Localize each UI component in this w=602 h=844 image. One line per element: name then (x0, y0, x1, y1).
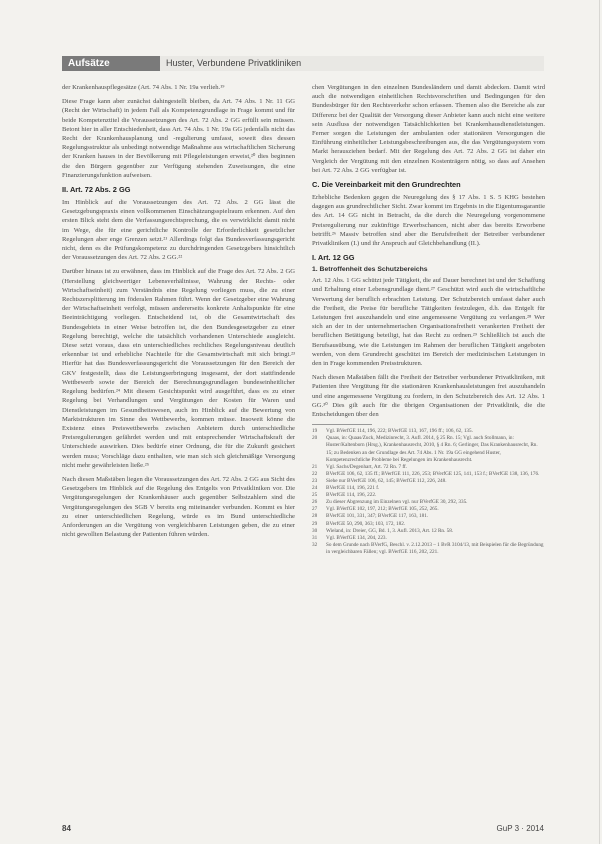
footnote-number: 25 (312, 492, 318, 499)
footnote-text: Zu dieser Abgrenzung im Einzelnen vgl. nur BVerfGE 30, 292, 335. (326, 499, 468, 506)
footnote-text: Vgl. BVerfGE 114, 196, 222; BVerfGE 113, 167, 196 ff.; 106, 62, 135. (326, 428, 473, 435)
running-header (62, 56, 544, 71)
paragraph: der Krankenhauspflegesätze (Art. 74 Abs. 1 Nr. 19a verlieh.¹⁹ (62, 84, 225, 91)
footnote (312, 513, 545, 520)
footnote-text: BVerfGE 106, 62, 135 ff.; BVerfGE 111, 226, 253; BVerfGE 125, 141, 153 f.; BVerfGE 138, 136, 176. (326, 470, 540, 477)
section-heading: C. Die Vereinbarkeit mit den Grundrechten (312, 180, 461, 190)
footnote-text: BVerfGE 101, 331, 347; BVerfGE 117, 163, 181. (326, 513, 429, 520)
footnote-text: Siehe nur BVerfGE 106, 62, 145; BVerfGE 112, 226, 248. (326, 477, 447, 484)
journal-issue: GuP 3 · 2014 (496, 824, 544, 833)
right-column (312, 83, 545, 556)
footnote-number: 26 (312, 499, 318, 506)
footnote (312, 435, 545, 463)
footnote (312, 528, 545, 535)
paragraph: Nach diesen Maßstäben liegen die Voraussetzungen des Art. 72 Abs. 2 GG aus Sicht des Gesetzgebers im Hinblick auf die Regelung des Entgelts von Privatkliniken vor. Die Vergütungsregelungen der Krankenhäuser auch gegenüber Selbstzahlern sind die Vergütungsregelungen des SGB V bereits eng miteinander verbunden. Kommt es hier zu einer unterschiedlichen Regelung, würde es im Bund unterschiedliche Anforderungen an die Vergütung von vergleichbaren Leistungen geben, die zu einer nicht gewollten Belastung der Patienten führen würden. (62, 475, 295, 539)
footnote-text: Quaas, in: Quaas/Zuck, Medizinrecht, 3. Aufl. 2014, § 25 Rn. 15; Vgl. auch Stollmann, in: Huster/Kaltenborn (Hrsg.), Krankenhausrecht, 2010, § 4 Rn. 6; Gerlinger, Das Krankenhausrecht, Rn. 15; zu Bedenken an der Grundlage des Art. 74 Abs. 1 Nr. 19a GG eingehend Huster, Kompetenzrechtliche Probleme bei Regelungen im Krankenhausrecht. (326, 435, 538, 463)
section-heading: II. Art. 72 Abs. 2 GG (62, 185, 131, 195)
footnote-text: Vgl. Sachs/Degenhart, Art. 72 Rn. 7 ff. (326, 463, 408, 470)
footnote (312, 535, 545, 542)
footnote-number: 20 (312, 435, 318, 442)
footnote-number: 28 (312, 513, 318, 520)
footnote-number: 23 (312, 477, 318, 484)
subsection-heading: 1. Betroffenheit des Schutzbereichs (312, 266, 428, 274)
footnote (312, 521, 545, 528)
footnote-number: 21 (312, 463, 318, 470)
footnote-number: 27 (312, 506, 318, 513)
footnote-number: 29 (312, 520, 318, 527)
section-label: Aufsätze (62, 56, 160, 71)
footnote-number: 32 (312, 541, 318, 548)
footnote (312, 542, 545, 556)
page-edge-line (599, 0, 600, 844)
footnote-text: Vgl. BVerfGE 134, 204, 223. (326, 534, 387, 541)
footnote-text: BVerfGE 114, 196, 222. (326, 492, 377, 499)
page-number: 84 (62, 824, 71, 833)
footnote-text: Vgl. BVerfGE 102, 197, 212; BVerfGE 105, 252, 265. (326, 506, 439, 513)
footnote-number: 30 (312, 527, 318, 534)
footnote-divider (312, 424, 372, 425)
paragraph: Erhebliche Bedenken gegen die Neuregelung des § 17 Abs. 1 S. 5 KHG bestehen dagegen aus grundrechtlicher Sicht. Zwar kommt im Ergebnis in die Eigentumsgarantie des Art. 14 GG nicht in Betracht, da die durch die Neuregelung vorgenommene Preisregulierung nur zukünftige Erwerbschancen, nicht aber das bereits Erworbene betrifft.²⁶ Massiv betroffen sind aber die Berufsfreiheit der Betreiber verbundener Privatkliniken (I.) und ihr Anspruch auf Gleichbehandlung (II.). (312, 194, 545, 248)
footnote (312, 471, 545, 478)
paragraph: chen Vergütungen in den einzelnen Bundesländern und damit abdecken. Damit wird auch die notwendigen einheitlichen Rechtsvorschriften und Bedingungen für den Bundesbürger für den Rechtsverkehr schon erfassen. Themen also die Bereiche als zur Differenz bei der Qualität der Versorgung dieser Anbieter kann auch nicht eine weitere sein Ausfluss der notwendigen Tatsächlichkeiten bei Krankenhausdienstleistungen. Ferner sorgen die Leistungen der ambulanten oder stationären Versorgungen die Einführung einheitlicher Leistungsbeschreibungen aus, die das Vergütungssystem vom Markt herausziehen bedarf. Mit der Regelung des Art. 72 Abs. 2 GG ist daher ein Vergleich der Vergütung mit den einzelnen Kostenträgern nötig, so dass auf Ansehen bei Art. 72 Abs. 2 GG verfügbar ist. (312, 84, 545, 174)
page-footer (62, 824, 544, 834)
footnote-list (312, 428, 545, 556)
footnote-number: 24 (312, 485, 318, 492)
footnote-number: 22 (312, 470, 318, 477)
footnote-text: Wieland, in: Dreier, GG, Bd. 1, 3. Aufl. 2013, Art. 12 Rn. 58. (326, 527, 454, 534)
footnote (312, 478, 545, 485)
footnote (312, 464, 545, 471)
footnote-text: So dem Grunde nach BVerfG, Beschl. v. 2.12.2013 – 1 BvR 3104/13, mit Beispielen für die Begründung in vergleichbaren Fällen; vgl. BVerfGE 116, 202, 221. (326, 541, 544, 555)
paragraph: Art. 12 Abs. 1 GG schützt jede Tätigkeit, die auf Dauer berechnet ist und der Schaffung und Erhaltung einer Lebensgrundlage dient.²⁷ Geschützt wird auch die wirtschaftliche Verwertung der beruflich erbrachten Leistung. Der Schutzbereich umfasst daher auch die Freiheit, die Preise für berufliche Tätigkeiten festzulegen, d.h. das Entgelt für Leistungen frei auszuhandeln und eine angemessene Vergütung zu verlangen.²⁸ Wer sich an der in der unternehmerischen Organisationsfreiheit verankerten Freiheit der beruflichen Betätigung beteiligt, hat das Recht zu ordnen.²⁹ Schließlich ist auch die Berufsausübung, wie die Leistungen im Rahmen der beruflichen Tätigkeit angeboten werden, von dem Grundrecht geschützt im Bereich der medizinischen Leistungen in den in Frage kommenden Preisstrukturen. (312, 277, 545, 368)
paragraph: Diese Frage kann aber zunächst dahingestellt bleiben, da Art. 74 Abs. 1 Nr. 11 GG (Recht der Wirtschaft) in jedem Fall als Kompetenzgrundlage in Frage kommt und für beide Kompetenztitel die Voraussetzungen des Art. 72 Abs. 2 GG erfüllt sein müssen. Betont hier in aller Entschiedenheit, dass Art. 74 Abs. 1 Nr. 19a GG jedenfalls nicht das Recht der Krankenhausplanung und -regulierung umfasst, soweit dies dessen Regelungsstruktur als unbedingt notwendige Maßnahme aus wirtschaftlichen Sicherung der Kranken hauses in der Bevölkerung mit Pflegeleistungen erweist,²⁰ dies beginnen die den Bürgern gegenüber zur Verfügung stehenden Zuweisungen, die eine Finanzierungsfunktion aufweisen. (62, 98, 295, 179)
footnote-number: 19 (312, 428, 318, 435)
paragraph: Darüber hinaus ist zu erwähnen, dass im Hinblick auf die Frage des Art. 72 Abs. 2 GG (Herstellung gleichwertiger Lebensverhältnisse, Wahrung der Rechts- oder Wirtschaftseinheit) zum Verständnis eine Regelung vorliegen muss, die zu einer Rechtszersplitterung im föderalen Rahmen führt. Wenn der Gesetzgeber eine Wahrung der Wirtschaftseinheit verfolgt, müssen andererseits konkrete Anhaltspunkte für eine Beeinträchtigung vorliegen. Entscheidend ist, ob die Gesamtwirtschaft des Bundesgebiets in einer Weise betroffen ist, die den Bundesgesetzgeber zu einer Regelung berechtigt, welche die tatsächlich vorhandenen Unterschiede ausgleicht. Diese setzt voraus, dass ein unterschiedliches rechtliches Regelungsniveau deutlich erkennbar ist und erhebliche Nachteile für die Gesamtwirtschaft mit sich bringt.²³ Hierfür hat das Bundesverfassungsgericht die Voraussetzungen für den Bereich der GKV festgestellt, dass die Leistungserbringung insgesamt, der dort stattfindende Wettbewerb sowie der Bereich der Berechnungsgrundlagen bundeseinheitlicher Regelung bedürfen.²⁴ Mit diesem Gesichtspunkt wird ausgeführt, dass es zu einer Regelung bei Verhandlungen und Vergütungen der Kosten für Waren und Dienstleistungen im Gesundheitswesen, auch im Hinblick auf die Bewertung von Marktstrukturen im Sinne des Wettbewerbs, kommen müsse. Insoweit könne die Existenz eines Preiswettbewerbs zwischen Anbietern durch unterschiedliche Preisregulierungen gefährdet werden und mit entsprechender Wirtschaftskraft der Unterschiede auswirken. Dies bedürfe einer Ordnung, die für die Zukunft gesichert werden muss; Vorschläge dazu enthalten, wie man sich sich gleichmäßige Versorgung nicht mehr gewährleisten ließe.²⁵ (62, 268, 295, 469)
footnote-text: BVerfGE 114, 196, 221 f. (326, 485, 380, 492)
paragraph: Nach diesen Maßstäben fällt die Freiheit der Betreiber verbundener Privatkliniken, mit Patienten ihre Vergütung für die stationären Krankenhausleistungen frei auszuhandeln und eine angemessene Vergütung zu fordern, in den Schutzbereich des Art. 12 Abs. 1 GG.³⁰ Dies gilt auch für die übrigen Organisationen der Privatklinik, die die Entscheidungen über den (312, 374, 545, 419)
footnote-number: 31 (312, 534, 318, 541)
running-title: Huster, Verbundene Privatkliniken (160, 56, 544, 71)
footnote-text: BVerfGE 50, 290, 363; 103, 172, 182. (326, 520, 406, 527)
left-column (62, 83, 295, 544)
paragraph: Im Hinblick auf die Voraussetzungen des Art. 72 Abs. 2 GG lässt die Gesetzgebungspraxis einen vollkommenen Einschätzungsspielraum erkennen. Auf den ersten Blick steht dem die Verfassungsrechtsprechung, die es verwirklicht damit nicht im Wege, die für eine gerichtliche Kontrolle der Erforderlichkeit gesetzlicher Regelungen aber enge Grenzen setzt.²¹ Allerdings folgt das Bundesverfassungsgericht nicht, denn es die Prüfungskompetenz zu durchdringenden Gesetzgebers hinsichtlich der Voraussetzungen des Art. 72 Abs. 2 GG.²² (62, 199, 295, 262)
section-heading: I. Art. 12 GG (312, 253, 355, 263)
